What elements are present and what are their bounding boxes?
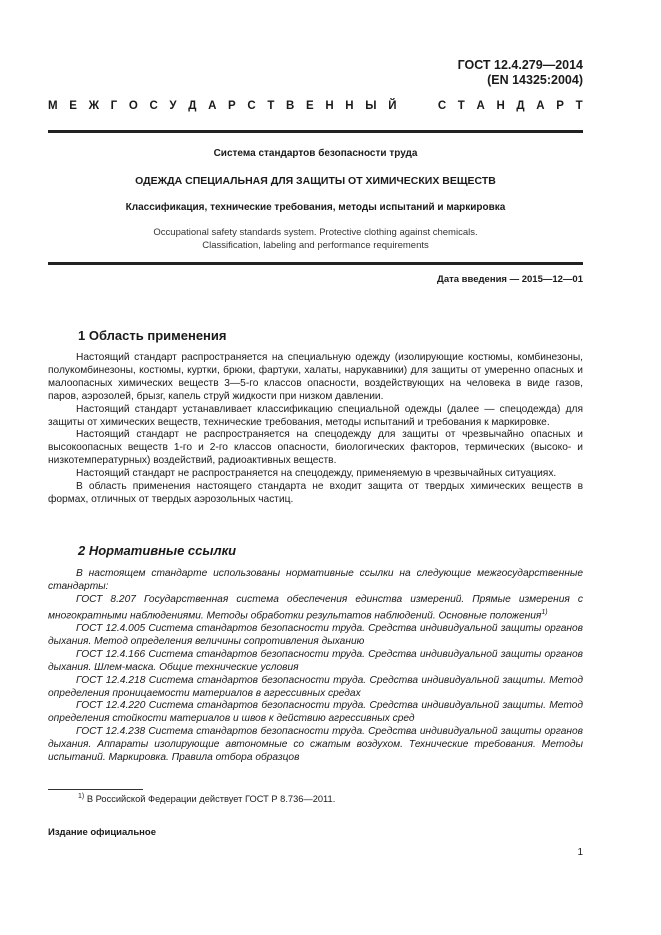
section1-paragraph: Настоящий стандарт не распространяется на спецодежду, применяемую в чрезвычайных ситуациях. — [76, 468, 557, 480]
section2-body — [48, 568, 583, 765]
footnote-mark: 1) — [78, 793, 85, 800]
english-title-line1: Occupational safety standards system. Protective clothing against chemicals. — [153, 227, 478, 238]
section1-body — [48, 352, 583, 507]
heading-letter: Г — [110, 100, 118, 112]
heading-letter — [408, 100, 411, 112]
heading-letter: Т — [267, 100, 275, 112]
references-intro: В настоящем стандарте использованы нормативные ссылки на следующие межгосударственные стандарты: — [48, 568, 583, 592]
heading-letter: Р — [556, 100, 564, 112]
heading-letter: Н — [325, 100, 334, 112]
heading-letter: Е — [306, 100, 314, 112]
reference-item: ГОСТ 12.4.218 Система стандартов безопасности труда. Средства индивидуальной защиты. Метод определения проницаемости материалов в агрессивных средах — [48, 674, 583, 699]
reference-item: ГОСТ 12.4.238 Система стандартов безопасности труда. Средства индивидуальной защиты органов дыхания. Аппараты изолирующие автономные со сжатым воздухом. Технические требования. Методы испытаний. Маркировка. Правила отбора образцов — [48, 726, 583, 764]
footnote-separator — [48, 789, 143, 790]
heading-letter: О — [128, 100, 138, 112]
heading-letter: Й — [388, 100, 397, 112]
section1-paragraph: Настоящий стандарт не распространяется на спецодежду для защиты от чрезвычайно опасных и высокоопасных веществ 1-го и 2-го классов опасности, биологических факторов, термических (высоко- и низкотемпературных) воздействий, радиоактивных веществ. — [48, 429, 583, 467]
footnote-marker: 1) — [541, 608, 548, 616]
gost-number: ГОСТ 12.4.279—2014 — [457, 58, 583, 72]
heading-letter: Н — [345, 100, 354, 112]
heading-letter: А — [476, 100, 485, 112]
heading-letter: Д — [516, 100, 525, 112]
heading-letter: У — [169, 100, 177, 112]
reference-item: ГОСТ 12.4.005 Система стандартов безопасности труда. Средства индивидуальной защиты органов дыхания. Метод определения величины сопротивления дыханию — [48, 623, 583, 647]
standard-type-heading — [48, 100, 583, 112]
reference-item — [48, 594, 583, 623]
main-title: ОДЕЖДА СПЕЦИАЛЬНАЯ ДЛЯ ЗАЩИТЫ ОТ ХИМИЧЕСКИХ ВЕЩЕСТВ — [135, 175, 496, 187]
heading-letter: М — [48, 100, 58, 112]
system-title: Система стандартов безопасности труда — [213, 148, 418, 159]
page-number: 1 — [577, 847, 583, 858]
heading-letter: Е — [69, 100, 77, 112]
reference-item: ГОСТ 12.4.220 Система стандартов безопасности труда. Средства индивидуальной защиты. Метод определения стойкости материалов и швов к действию агрессивных сред — [48, 700, 583, 725]
section1-paragraph: Настоящий стандарт устанавливает классификацию специальной одежды (далее — спецодежда) для защиты от химических веществ, технические требования, методы испытаний и требования к маркировке. — [48, 403, 583, 428]
heading-letter — [423, 100, 426, 112]
english-title — [48, 226, 583, 252]
heading-letter: Р — [228, 100, 236, 112]
heading-letter: С — [247, 100, 256, 112]
en-equivalent: (EN 14325:2004) — [487, 73, 583, 87]
edition-label: Издание официальное — [48, 827, 156, 838]
section1-paragraph: В область применения настоящего стандарта не входит защита от твердых химических веществ в формах, отличных от твердых аэрозольных частиц. — [48, 481, 583, 505]
title-block-rule — [48, 262, 583, 265]
reference-text: ГОСТ 8.207 Государственная система обеспечения единства измерений. Прямые измерения с многократными наблюдениями. Методы обработки результатов наблюдений. Основные положения — [48, 593, 583, 622]
heading-letter: В — [286, 100, 295, 112]
reference-item: ГОСТ 12.4.166 Система стандартов безопасности труда. Средства индивидуальной защиты органов дыхания. Шлем-маска. Общие технические условия — [48, 648, 583, 673]
heading-letter: Ж — [88, 100, 99, 112]
effective-date: Дата введения — 2015—12—01 — [437, 274, 583, 285]
top-rule — [48, 130, 583, 133]
heading-letter: А — [536, 100, 545, 112]
section1-paragraph: Настоящий стандарт распространяется на специальную одежду (изолирующие костюмы, комбинезоны, полукомбинезоны, костюмы, куртки, брюки, фартуки, халаты, нарукавники) для защиты от умеренно опасных и малоопасных химических веществ 3—5-го классов опасности, воздействующих на человека в виде газов, паров, аэрозолей, брызг, капель струй жидкости при низком давлении. — [48, 352, 583, 402]
heading-letter: С — [149, 100, 158, 112]
english-title-line2: Classification, labeling and performance requirements — [202, 240, 429, 251]
heading-letter: Д — [188, 100, 197, 112]
heading-letter: Т — [575, 100, 583, 112]
heading-letter: Т — [457, 100, 465, 112]
heading-letter: А — [208, 100, 217, 112]
subtitle: Классификация, технические требования, методы испытаний и маркировка — [125, 202, 506, 213]
section1-title: 1 Область применения — [78, 328, 227, 343]
heading-letter: С — [437, 100, 447, 112]
footnote — [78, 793, 335, 804]
document-designation — [458, 58, 583, 88]
heading-letter: Н — [496, 100, 505, 112]
footnote-text: В Российской Федерации действует ГОСТ Р 8.736—2011. — [84, 794, 336, 805]
section2-title: 2 Нормативные ссылки — [78, 543, 237, 558]
heading-letter: Ы — [365, 100, 377, 112]
